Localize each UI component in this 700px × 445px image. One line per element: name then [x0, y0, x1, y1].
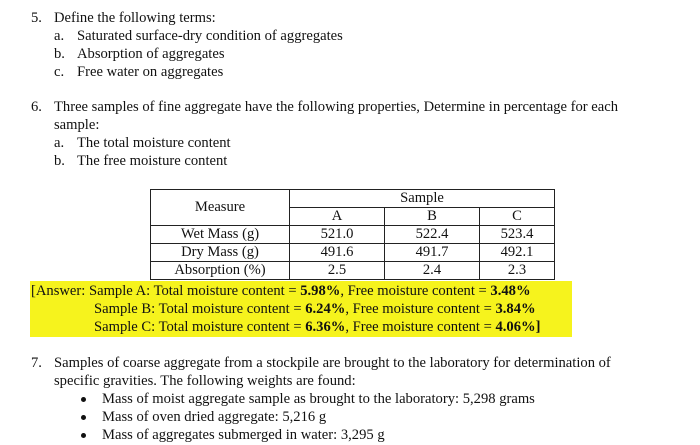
answer-a-label: Sample A: Total moisture content = [88, 283, 301, 299]
q6-item-b-text: The free moisture content [77, 153, 228, 169]
row-label: Dry Mass (g) [151, 244, 290, 262]
answer-line-c [94, 318, 540, 336]
answer-c-mid: , Free moisture content = [345, 319, 496, 335]
cell: 492.1 [480, 244, 555, 262]
q7-number: 7. [31, 355, 42, 371]
answer-c-total: 6.36% [305, 319, 346, 335]
cell: 2.5 [290, 262, 385, 280]
table-col-b: B [385, 208, 480, 226]
q5-item-c-letter: c. [54, 64, 65, 80]
cell: 491.6 [290, 244, 385, 262]
q5-item-b-letter: b. [54, 46, 65, 62]
row-label: Absorption (%) [151, 262, 290, 280]
q7-text-line1: Samples of coarse aggregate from a stockpile are brought to the laboratory for determination of [54, 355, 611, 371]
table-header-row [151, 190, 555, 208]
q6-item-a-letter: a. [54, 135, 65, 151]
row-label: Wet Mass (g) [151, 226, 290, 244]
cell: 2.3 [480, 262, 555, 280]
table-row [151, 262, 555, 280]
q6-item-b-letter: b. [54, 153, 65, 169]
q5-item-a-letter: a. [54, 28, 65, 44]
table-row [151, 244, 555, 262]
answer-b-mid: , Free moisture content = [345, 301, 496, 317]
answer-a-mid: , Free moisture content = [340, 283, 491, 299]
answer-b-label: Sample B: Total moisture content = [94, 301, 306, 317]
q7-text-line2: specific gravities. The following weights are found: [54, 373, 356, 389]
answer-c-end: ] [535, 319, 541, 335]
table-row [151, 226, 555, 244]
answer-c-free: 4.06% [495, 319, 536, 335]
q7-bullet-1: Mass of moist aggregate sample as brought to the laboratory: 5,298 grams [102, 391, 535, 407]
bullet-icon [81, 433, 86, 438]
q6-text-line1: Three samples of fine aggregate have the following properties, Determine in percentage for each [54, 99, 619, 115]
answer-b-total: 6.24% [305, 301, 346, 317]
answer-a-total: 5.98% [300, 283, 341, 299]
q7-bullet-2: Mass of oven dried aggregate: 5,216 g [102, 409, 327, 425]
cell: 522.4 [385, 226, 480, 244]
bullet-icon [81, 415, 86, 420]
cell: 523.4 [480, 226, 555, 244]
answer-b-free: 3.84% [495, 301, 536, 317]
q5-item-c-text: Free water on aggregates [77, 64, 224, 80]
bullet-icon [81, 397, 86, 402]
q6-item-a-text: The total moisture content [77, 135, 231, 151]
answer-prefix: [Answer: [31, 283, 89, 299]
q6-number: 6. [31, 99, 42, 115]
table-header-measure: Measure [151, 190, 290, 226]
table-header-sample: Sample [290, 190, 555, 208]
q7-bullet-3: Mass of aggregates submerged in water: 3,295 g [102, 427, 385, 443]
q5-item-b-text: Absorption of aggregates [77, 46, 225, 62]
answer-line-b [94, 300, 536, 318]
q6-text-line2: sample: [54, 117, 100, 133]
answer-c-label: Sample C: Total moisture content = [94, 319, 306, 335]
answer-line-a [31, 282, 531, 300]
q5-number: 5. [31, 10, 42, 26]
aggregate-properties-table [150, 189, 555, 280]
table-col-a: A [290, 208, 385, 226]
table-col-c: C [480, 208, 555, 226]
cell: 491.7 [385, 244, 480, 262]
q5-item-a-text: Saturated surface-dry condition of aggregates [77, 28, 343, 44]
answer-a-free: 3.48% [490, 283, 531, 299]
q5-text: Define the following terms: [54, 10, 216, 26]
cell: 2.4 [385, 262, 480, 280]
cell: 521.0 [290, 226, 385, 244]
